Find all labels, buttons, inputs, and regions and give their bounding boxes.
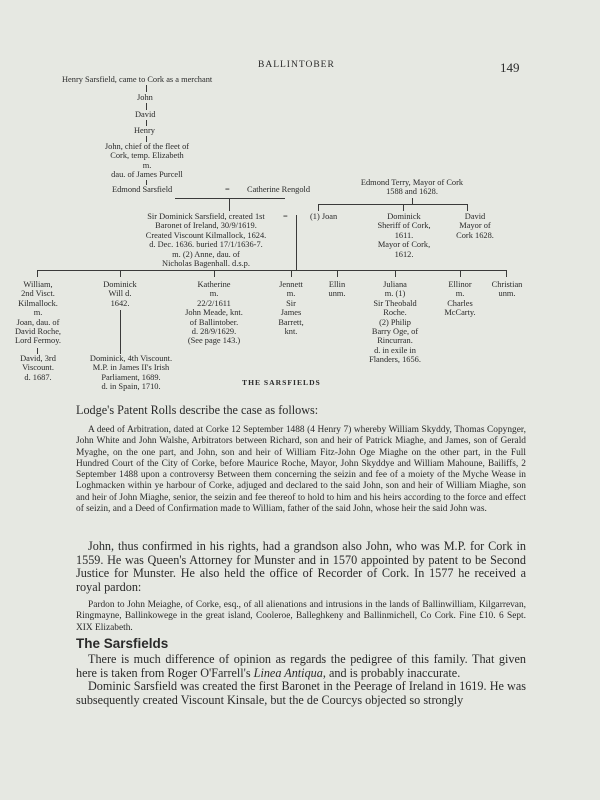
- edmond-terry: Edmond Terry, Mayor of Cork 1588 and 1628.: [360, 178, 464, 197]
- pedigree-tree: [0, 0, 600, 390]
- paragraph-pedigree: [76, 653, 526, 707]
- intro-line: Lodge's Patent Rolls describe the case as follows:: [76, 403, 319, 417]
- child-jennett: Jennett m. Sir James Barrett, knt.: [278, 280, 304, 337]
- section-heading: The Sarsfields: [76, 636, 169, 651]
- david-first: David: [135, 110, 156, 119]
- henry-sarsfield-merchant: Henry Sarsfield, came to Cork as a merchant: [62, 75, 213, 84]
- paragraph-dominic-text: Dominic Sarsfield was created the first Baronet in the Peerage of Ireland in 1619. He was subsequently created Viscount Kinsale, but the de Courcys objected so strongly: [76, 679, 526, 707]
- linea-antiqua-title: Linea Antiqua: [253, 665, 323, 680]
- joan-first-wife: (1) Joan: [310, 212, 338, 221]
- child-juliana: Juliana m. (1) Sir Theobald Roche. (2) Philip Barry Oge, of Rincurran. d. in exile in Flanders, 1656.: [369, 280, 421, 365]
- henry-second: Henry: [134, 126, 155, 135]
- marriage-equals-1: =: [225, 185, 230, 194]
- paragraph-pedigree-text: There is much difference of opinion as regards the pedigree of this family. That given here is taken from Roger O'Farrell's Linea Antiqua, and is probably inaccurate.: [76, 652, 526, 680]
- page-number: 149: [500, 60, 520, 75]
- child-ellinor: Ellinor m. Charles McCarty.: [444, 280, 476, 318]
- david-mayor-of-cork: David Mayor of Cork 1628.: [456, 212, 494, 240]
- edmond-sarsfield: Edmond Sarsfield: [112, 185, 173, 194]
- child-ellin: Ellin unm.: [328, 280, 346, 299]
- child-william: William, 2nd Visct. Kilmallock. m. Joan, dau. of David Roche, Lord Fermoy.: [14, 280, 62, 346]
- marriage-equals-2: =: [283, 212, 288, 221]
- john-chief-of-fleet: John, chief of the fleet of Cork, temp. Elizabeth m. dau. of James Purcell: [104, 142, 190, 180]
- paragraph-john-grandson-text: John, thus confirmed in his rights, had a grandson also John, who was M.P. for Cork in 1559. He was Queen's Attorney for Munster and in 1570 appointed by patent to be Second Justice for Munster. He also held the office of Recorder of Cork. In 1577 he received a royal pardon:: [76, 539, 526, 594]
- catherine-rengold: Catherine Rengold: [247, 185, 311, 194]
- sir-dominick-sarsfield: Sir Dominick Sarsfield, created 1st Baronet of Ireland, 30/9/1619. Created Viscount Kilmallock, 1624. d. Dec. 1636. buried 17/1/1636-7. m. (2) Anne, dau. of Nicholas Bagenhall. d.s.p.: [145, 212, 267, 269]
- david-third-viscount: David, 3rd Viscount. d. 1687.: [20, 354, 56, 382]
- pardon-quote: [76, 600, 526, 634]
- child-katherine: Katherine m. 22/2/1611 John Meade, knt. of Ballintober. d. 28/9/1629. (See page 143.): [185, 280, 243, 346]
- paragraph-john-grandson: [76, 540, 526, 594]
- child-christian: Christian unm.: [491, 280, 523, 299]
- deed-quote: [76, 425, 526, 515]
- tree-caption: THE SARSFIELDS: [242, 378, 321, 387]
- dominick-sheriff-of-cork: Dominick Sheriff of Cork, 1611. Mayor of Cork, 1612.: [377, 212, 431, 259]
- pardon-quote-text: Pardon to John Meiaghe, of Corke, esq., of all alienations and intrusions in the lands of Ballinwilliam, Kilgarrevan, Ringmayne, Ballinkowege in the great island, Cooleroe, Balleghkeny and Ballinmichell, Co Cork. Fine £10. 6 Sept. XIX Elizabeth.: [76, 600, 526, 633]
- running-title: BALLINTOBER: [258, 60, 335, 70]
- child-dominick: Dominick Will d. 1642.: [103, 280, 137, 308]
- john-first: John: [137, 93, 153, 102]
- dominick-fourth-viscount: Dominick, 4th Viscount. M.P. in James II's Irish Parliament, 1689. d. in Spain, 1710.: [89, 354, 173, 392]
- deed-quote-text: A deed of Arbitration, dated at Corke 12 September 1488 (4 Henry 7) whereby William Skyddy, Thomas Copynger, John White and John Walshe, Arbitrators between Richard, son and heir of Patrick Miaghe, and James, son of Gerald Myaghe, on the one part, and John, son and heir of William Fitz-John Oge Miaghe on the other part, in the Full Hundred Court of the City of Corke, before Maurice Roche, Mayor, John Skyddye and William Mahoune, Bailiffs, 2 September 1488 upon a controversy Between them concerning the seizin and fee of a moiety of the Myche Wease in Loghmacken within ye harbour of Corke, adjuged and declared to the said John, son and heir of William Miaghe, son and heir of John Miaghe, senior, the seizin and fee thereof to hold to him and his heirs according to the force and effect of seizin, and a Deed of Confirmation made to William, father of the said John, whose heir the said John was.: [76, 425, 526, 515]
